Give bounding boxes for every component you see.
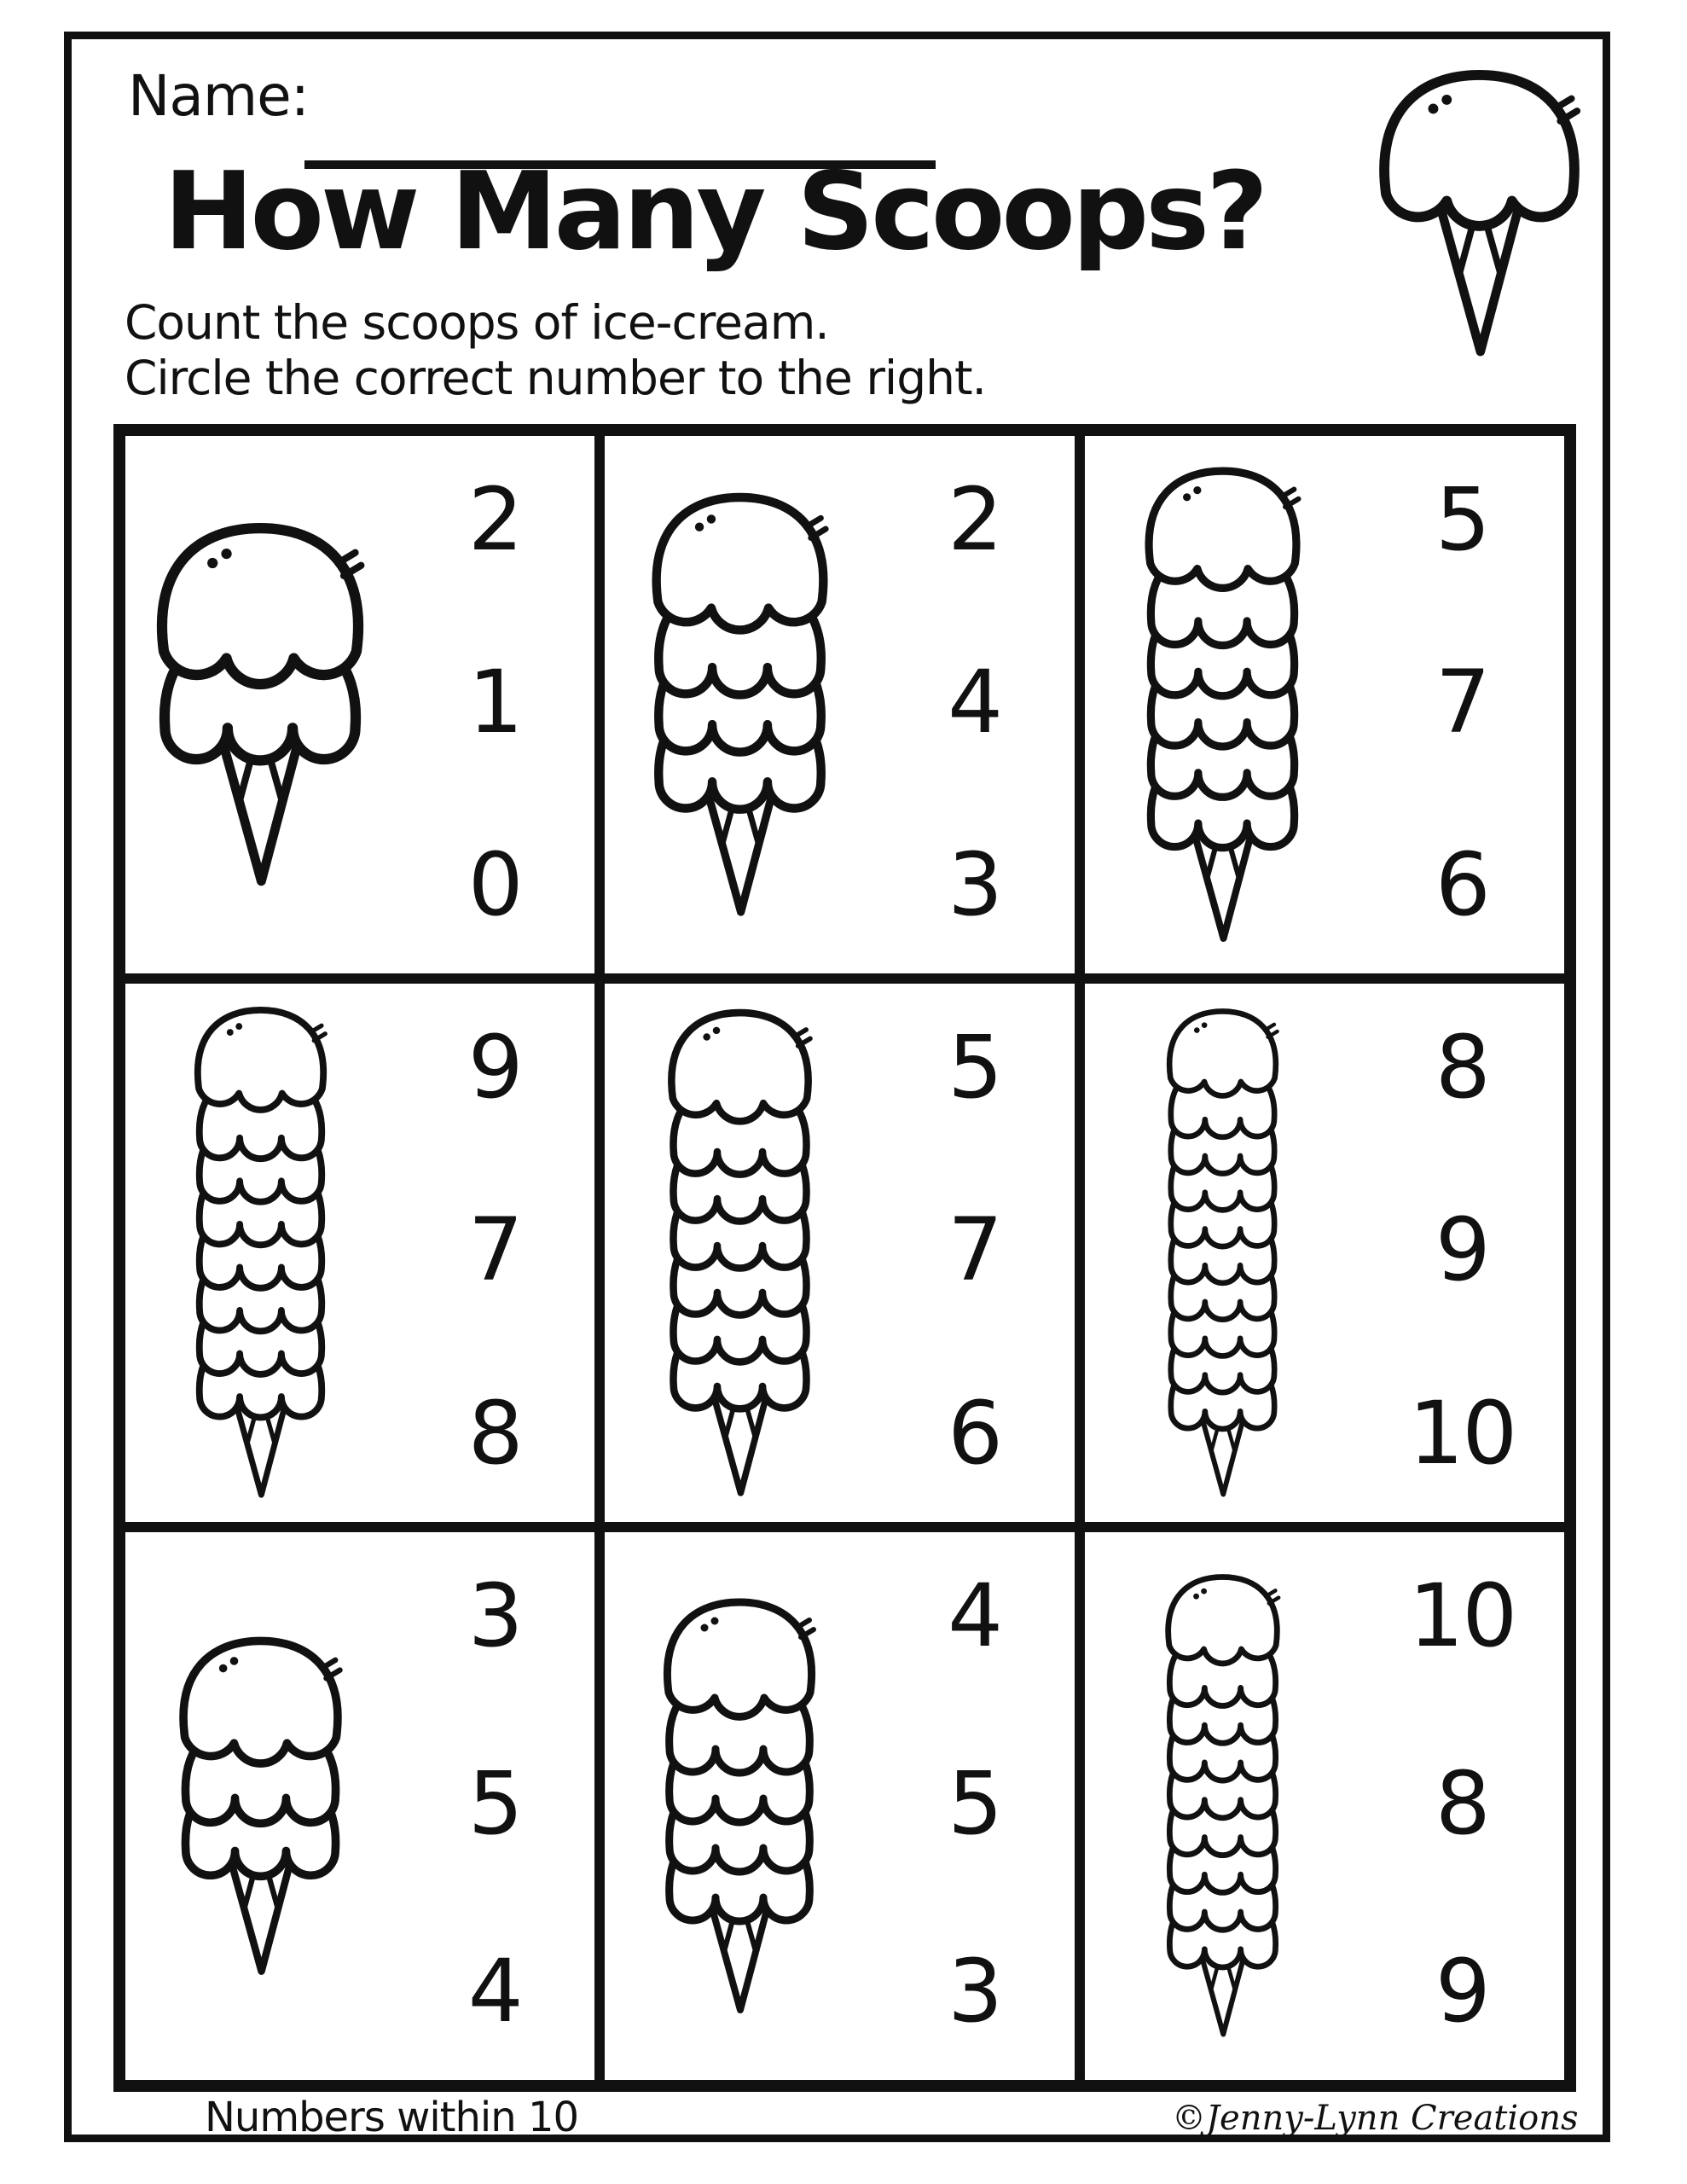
choices — [395, 984, 594, 1521]
name-label: Name: — [128, 63, 309, 129]
number-choice[interactable]: 4 — [948, 652, 1002, 754]
number-choice[interactable]: 0 — [467, 834, 522, 937]
ice-cream-cone-icon — [183, 1005, 339, 1500]
number-choice[interactable]: 5 — [948, 1017, 1002, 1119]
instructions-line-2: Circle the correct number to the right. — [125, 350, 987, 405]
cone-area — [1085, 436, 1360, 973]
ice-cream-cone-icon — [1361, 68, 1597, 358]
choices — [1360, 1532, 1564, 2080]
cell-8 — [605, 1532, 1084, 2080]
number-choice[interactable]: 8 — [1435, 1017, 1489, 1119]
cone-area — [1085, 1532, 1360, 2080]
number-choice[interactable]: 3 — [467, 1565, 522, 1667]
cone-area — [125, 1532, 395, 2080]
number-choice[interactable]: 5 — [467, 1752, 522, 1855]
ice-cream-cone-icon — [138, 521, 382, 888]
number-choice[interactable]: 7 — [1435, 652, 1489, 754]
cone-area — [605, 436, 874, 973]
cell-1 — [125, 436, 605, 984]
number-choice[interactable]: 9 — [1435, 1199, 1489, 1302]
ice-cream-cone-icon — [165, 1635, 357, 1977]
ice-cream-cone-icon — [636, 491, 844, 918]
number-choice[interactable]: 5 — [1435, 469, 1489, 571]
number-choice[interactable]: 10 — [1408, 1565, 1516, 1667]
cell-7 — [125, 1532, 605, 2080]
cell-4 — [125, 984, 605, 1531]
number-choice[interactable]: 2 — [467, 469, 522, 571]
number-choice[interactable]: 3 — [948, 834, 1002, 937]
number-choice[interactable]: 7 — [467, 1199, 522, 1302]
cone-area — [605, 1532, 874, 2080]
number-choice[interactable]: 4 — [467, 1940, 522, 2042]
cell-2 — [605, 436, 1084, 984]
footer-skill-label: Numbers within 10 — [205, 2094, 579, 2141]
ice-cream-cone-icon — [1155, 1573, 1290, 2038]
number-choice[interactable]: 10 — [1408, 1382, 1516, 1484]
number-choice[interactable]: 8 — [1435, 1752, 1489, 1855]
number-choice[interactable]: 2 — [948, 469, 1002, 571]
number-choice[interactable]: 8 — [467, 1382, 522, 1484]
ice-cream-decoration — [1361, 68, 1597, 358]
cell-6 — [1085, 984, 1564, 1531]
number-choice[interactable]: 9 — [1435, 1940, 1489, 2042]
cell-5 — [605, 984, 1084, 1531]
number-choice[interactable]: 7 — [948, 1199, 1002, 1302]
number-choice[interactable]: 4 — [948, 1565, 1002, 1667]
instructions-line-1: Count the scoops of ice-cream. — [125, 295, 829, 350]
cell-9 — [1085, 1532, 1564, 2080]
footer-credit: ©Jenny-Lynn Creations — [1172, 2099, 1579, 2138]
choices — [874, 436, 1074, 973]
number-choice[interactable]: 5 — [948, 1752, 1002, 1855]
number-choice[interactable]: 3 — [948, 1940, 1002, 2042]
choices — [395, 436, 594, 973]
ice-cream-cone-icon — [1157, 1008, 1289, 1498]
choices — [874, 1532, 1074, 2080]
page-title: How Many Scoops? — [164, 148, 1266, 274]
ice-cream-cone-icon — [650, 1597, 829, 2015]
cone-area — [125, 984, 395, 1521]
instructions — [125, 295, 986, 406]
choices — [1360, 436, 1564, 973]
choices — [395, 1532, 594, 2080]
choices — [1360, 984, 1564, 1521]
cone-area — [125, 436, 395, 973]
ice-cream-cone-icon — [655, 1008, 825, 1498]
cone-area — [1085, 984, 1360, 1521]
number-choice[interactable]: 1 — [467, 652, 522, 754]
cone-area — [605, 984, 874, 1521]
cell-3 — [1085, 436, 1564, 984]
choices — [874, 984, 1074, 1521]
worksheet-page — [64, 32, 1610, 2142]
worksheet-grid — [113, 424, 1576, 2092]
number-choice[interactable]: 9 — [467, 1017, 522, 1119]
number-choice[interactable]: 6 — [948, 1382, 1002, 1484]
ice-cream-cone-icon — [1131, 466, 1314, 944]
number-choice[interactable]: 6 — [1435, 834, 1489, 937]
